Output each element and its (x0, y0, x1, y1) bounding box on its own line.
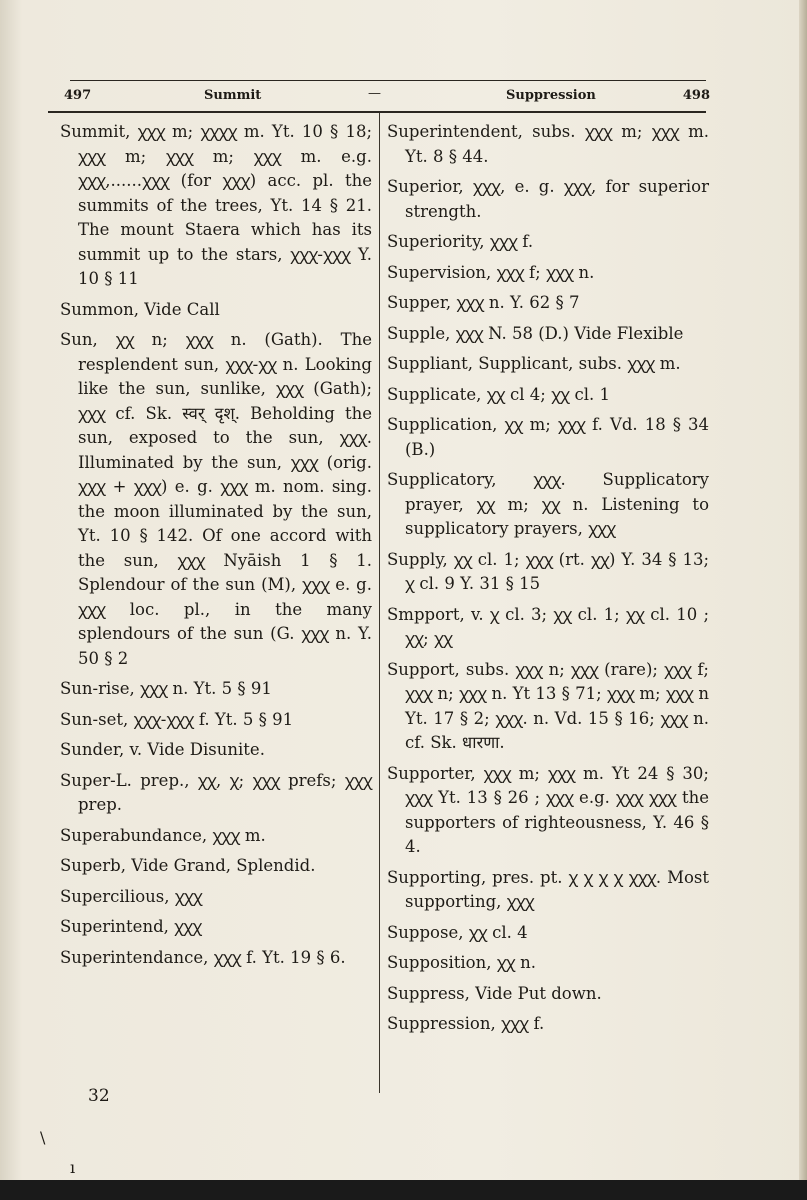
headword: Superintendent, (387, 122, 523, 141)
dictionary-entry (387, 548, 709, 597)
header-dash: — (368, 86, 381, 101)
headword: Supporter, (387, 763, 476, 783)
definition: pres. pt. ꭓ ꭓ ꭓ ꭓ ꭓꭓꭓ. Most supporting, ꭓꭓꭓ (405, 867, 709, 911)
headword: Superabundance, (60, 825, 208, 845)
headword: Summit, (60, 122, 131, 141)
definition: v. Vide Disunite. (124, 740, 265, 759)
definition: ꭓꭓ cl. 4 (463, 922, 528, 942)
definition: subs. ꭓꭓꭓ n; ꭓꭓꭓ (rare); ꭓꭓꭓ f; ꭓꭓꭓ n; ꭓꭓꭓ n. Yt 13 § 71; ꭓꭓꭓ m; ꭓꭓꭓ n Yt. 17 § 2; ꭓꭓꭓ. n. Vd. 15 § 16; ꭓꭓꭓ n. cf. Sk. धारणा. (405, 659, 710, 752)
definition: ꭓꭓꭓ f. (484, 232, 534, 251)
headword: Superintend, (60, 917, 169, 936)
page-edge (799, 0, 807, 1200)
definition: ꭓꭓꭓ f. (495, 1014, 545, 1033)
dictionary-entry (387, 230, 709, 255)
definition: ꭓꭓꭓ f. Yt. 19 § 6. (208, 947, 346, 967)
definition: ꭓꭓꭓ n. Y. 62 § 7 (451, 293, 580, 312)
right-column (387, 120, 709, 1043)
definition: subs. ꭓꭓꭓ m; ꭓꭓꭓ m. Yt. 8 § 44. (405, 122, 709, 166)
dictionary-entry (387, 921, 709, 946)
definition: subs. ꭓꭓꭓ m. (573, 354, 681, 373)
dictionary-entry (60, 677, 372, 702)
dictionary-entry (60, 120, 372, 292)
dictionary-entry (387, 982, 709, 1007)
headword: Suppress, (387, 983, 470, 1003)
right-guide-word: Suppression (506, 88, 596, 103)
headword: Suppression, (387, 1014, 496, 1033)
definition: ꭓꭓꭓ. Supplicatory prayer, ꭓꭓ m; ꭓꭓ n. Listening to supplicatory prayers, ꭓꭓꭓ (405, 470, 709, 538)
dictionary-entry (60, 298, 372, 323)
headword: Suppliant, Supplicant, (387, 354, 574, 373)
dictionary-entry (387, 1012, 709, 1037)
dictionary-entry (387, 951, 709, 976)
dictionary-entry (387, 261, 709, 286)
definition: ꭓꭓꭓ f; ꭓꭓꭓ n. (491, 262, 595, 282)
left-column (60, 120, 372, 976)
definition: ꭓꭓ cl 4; ꭓꭓ cl. 1 (481, 384, 610, 404)
headword: Suppose, (387, 922, 464, 942)
headword: Superior, (387, 177, 464, 196)
definition: ꭓꭓꭓ m; ꭓꭓꭓ m. Yt 24 § 30; ꭓꭓꭓ Yt. 13 § 26 ; ꭓꭓꭓ e.g. ꭓꭓꭓ ꭓꭓꭓ the supporters of righteousness, Y. 46 § 4. (405, 763, 709, 856)
headword: Summon, (60, 299, 140, 319)
running-header (56, 88, 710, 110)
dictionary-entry (387, 291, 709, 316)
headword: Support, (387, 659, 460, 679)
headword: Supply, (387, 549, 448, 569)
dictionary-entry (387, 175, 709, 224)
headword: Supplicatory, (387, 470, 497, 489)
dictionary-entry (387, 866, 709, 915)
headword: Supposition, (387, 953, 492, 972)
headword: Sun, (60, 330, 98, 349)
dictionary-entry (387, 762, 709, 860)
column-divider (379, 113, 380, 1093)
headword: Super-L. (60, 770, 132, 790)
headword: Supple, (387, 323, 451, 343)
definition: ꭓꭓꭓ-ꭓꭓꭓ f. Yt. 5 § 91 (128, 709, 294, 729)
definition: Vide Put down. (469, 983, 602, 1003)
dictionary-entry (60, 915, 372, 940)
dictionary-entry (60, 854, 372, 879)
dictionary-entry (60, 738, 372, 763)
headword: Supervision, (387, 262, 492, 282)
definition: Vide Grand, Splendid. (125, 856, 316, 875)
dictionary-entry (387, 468, 709, 542)
definition: ꭓꭓꭓ (168, 917, 202, 936)
dictionary-entry (387, 352, 709, 377)
dictionary-entry (387, 413, 709, 462)
definition: ꭓꭓꭓ n. Yt. 5 § 91 (134, 679, 272, 698)
signature-number: 32 (88, 1086, 110, 1106)
dictionary-entry (387, 322, 709, 347)
dictionary-entry (387, 658, 709, 756)
definition: ꭓꭓꭓ m. (207, 825, 266, 845)
dictionary-entry (60, 885, 372, 910)
definition: ꭓꭓꭓ (169, 886, 203, 906)
dictionary-entry (60, 946, 372, 971)
dictionary-entry (387, 383, 709, 408)
headword: Superb, (60, 856, 126, 875)
dictionary-entry (60, 708, 372, 733)
headword: Sunder, (60, 740, 125, 759)
definition: prep., ꭓꭓ, ꭓ; ꭓꭓꭓ prefs; ꭓꭓꭓ prep. (78, 770, 372, 814)
dictionary-entry (60, 769, 372, 818)
left-page-number: 497 (64, 88, 92, 103)
dictionary-entry (60, 328, 372, 671)
headword: Supplicate, (387, 384, 482, 404)
definition: ꭓꭓ cl. 1; ꭓꭓꭓ (rt. ꭓꭓ) Y. 34 § 13; ꭓ cl. 9 Y. 31 § 15 (405, 549, 709, 593)
dictionary-entry (60, 824, 372, 849)
headword: Supercilious, (60, 886, 170, 906)
dictionary-entry (387, 603, 709, 652)
headword: Superiority, (387, 232, 485, 251)
scan-edge (0, 1180, 807, 1200)
stray-mark: ı (70, 1158, 76, 1177)
header-rule-top (70, 80, 706, 81)
header-rule-bottom (48, 111, 706, 113)
definition: ꭓꭓ m; ꭓꭓꭓ f. Vd. 18 § 34 (B.) (405, 415, 709, 459)
definition: ꭓꭓ n; ꭓꭓꭓ n. (Gath). The resplendent sun, ꭓꭓꭓ-ꭓꭓ n. Looking like the sun, sunlike, ꭓꭓꭓ (Gath); ꭓꭓꭓ cf. Sk. स्वर् दृश्. Beholding the sun, exposed to the sun, ꭓꭓꭓ. Illuminated by the sun, ꭓꭓꭓ (orig. ꭓꭓꭓ + ꭓꭓꭓ) e. g. ꭓꭓꭓ m. nom. sing. the moon illuminated by the sun, Yt. 10 § 142. Of one accord with the sun, ꭓꭓꭓ Nyāish 1 § 1. Splendour of the sun (M), ꭓꭓꭓ e. g. ꭓꭓꭓ loc. pl., in the many splendours of the sun (G. ꭓꭓꭓ n. Y. 50 § 2 (78, 330, 372, 668)
headword: Supper, (387, 293, 452, 312)
right-page-number: 498 (682, 88, 710, 103)
definition: v. ꭓ cl. 3; ꭓꭓ cl. 1; ꭓꭓ cl. 10 ; ꭓꭓ; ꭓꭓ (405, 604, 709, 648)
definition: Vide Call (139, 299, 220, 319)
margin-mark: \ (40, 1128, 46, 1147)
headword: Supplication, (387, 415, 498, 434)
headword: Superintendance, (60, 947, 209, 967)
definition: ꭓꭓꭓ N. 58 (D.) Vide Flexible (450, 323, 684, 343)
headword: Sun-set, (60, 709, 129, 729)
headword: Supporting, (387, 867, 487, 887)
definition: ꭓꭓ n. (491, 953, 536, 972)
headword: Sun-rise, (60, 679, 135, 698)
dictionary-entry (387, 120, 709, 169)
headword: Smpport, (387, 604, 465, 624)
left-guide-word: Summit (204, 88, 262, 103)
definition: ꭓꭓꭓ m; ꭓꭓꭓꭓ m. Yt. 10 § 18; ꭓꭓꭓ m; ꭓꭓꭓ m; ꭓꭓꭓ m. e.g. ꭓꭓꭓ,......ꭓꭓꭓ (for ꭓꭓꭓ) acc. pl. the summits of the trees, Yt. 14 § 21. The mount Staera which has its summit up to the stars, ꭓꭓꭓ-ꭓꭓꭓ Y. 10 § 11 (78, 122, 372, 288)
definition: ꭓꭓꭓ, e. g. ꭓꭓꭓ, for superior strength. (405, 177, 709, 221)
